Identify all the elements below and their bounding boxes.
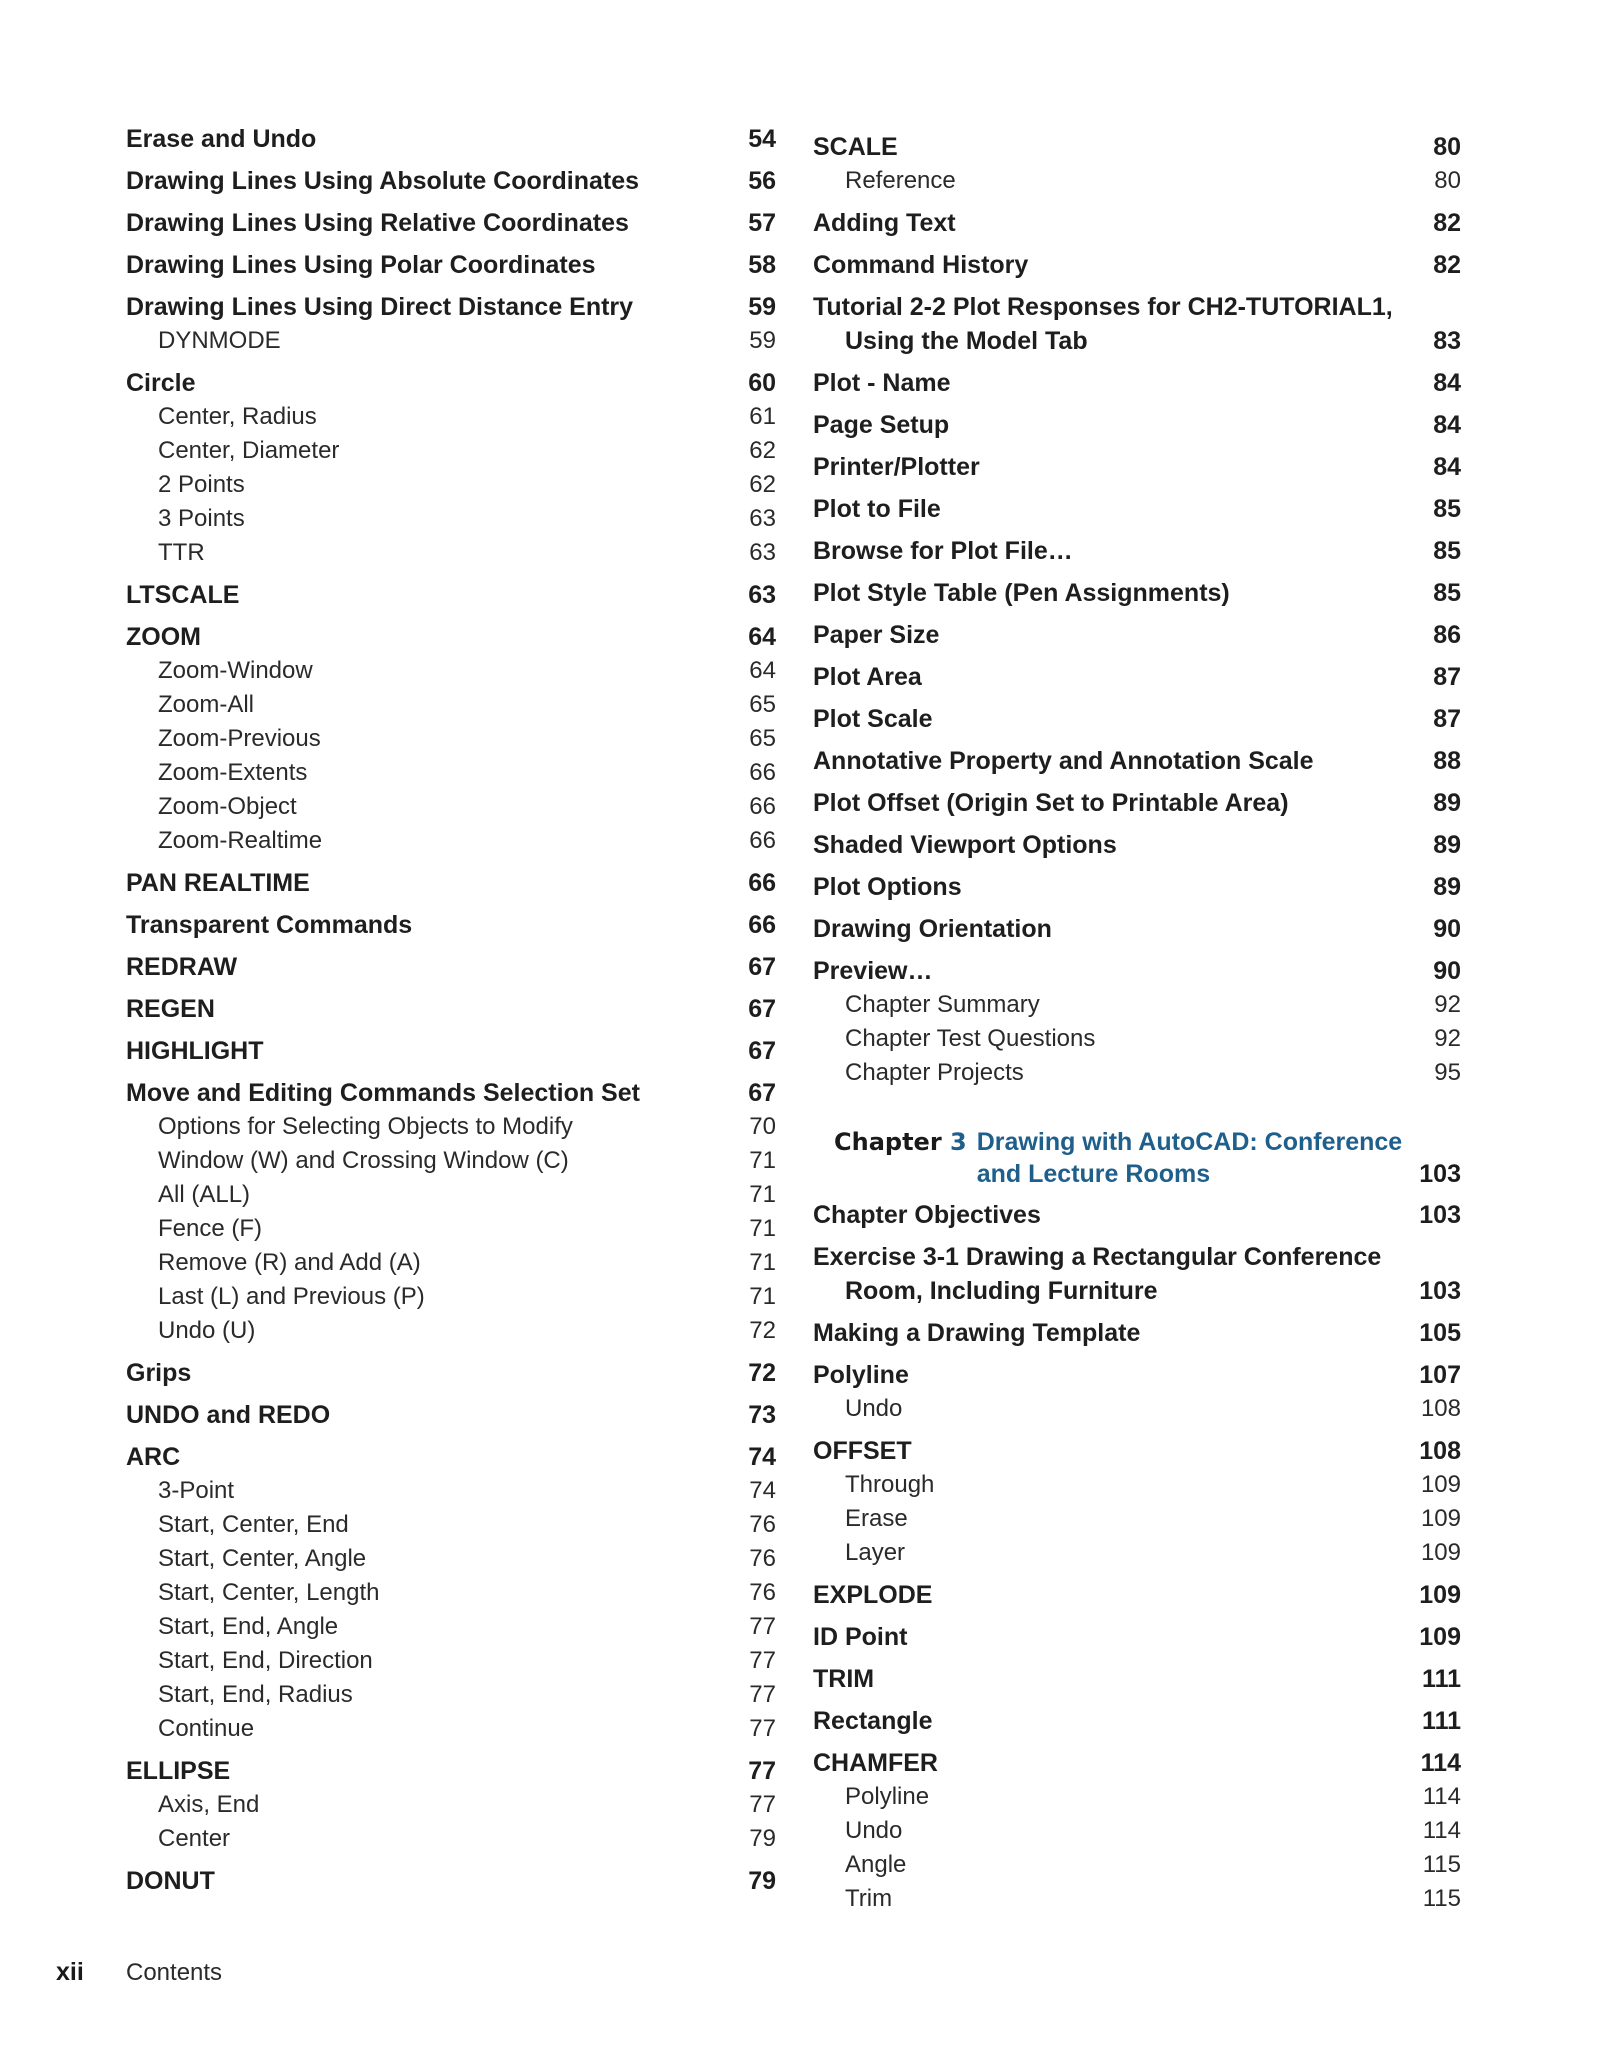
toc-subentry[interactable] [126, 1314, 776, 1348]
toc-entry-title: TTR [158, 539, 205, 566]
toc-entry[interactable] [813, 1620, 1461, 1654]
toc-entry-title: Move and Editing Commands Selection Set [126, 1079, 640, 1107]
toc-entry-title: Last (L) and Previous (P) [158, 1283, 425, 1310]
toc-page-number: 72 [748, 1359, 776, 1387]
toc-page-number: 79 [748, 1867, 776, 1895]
toc-entry-title: Making a Drawing Template [813, 1319, 1141, 1347]
toc-subentry[interactable] [126, 756, 776, 790]
toc-page-number: 89 [1433, 789, 1461, 817]
toc-entry-title: Start, Center, End [158, 1511, 349, 1538]
chapter-number: 3 [950, 1128, 967, 1156]
toc-page-number: 77 [749, 1613, 776, 1640]
toc-subentry[interactable] [126, 1178, 776, 1212]
toc-subentry[interactable] [126, 1246, 776, 1280]
toc-entry-title: Plot to File [813, 495, 941, 523]
toc-entry[interactable] [813, 366, 1461, 400]
toc-entry-title: Fence (F) [158, 1215, 263, 1242]
toc-subentry[interactable] [126, 1144, 776, 1178]
toc-entry-title: Zoom-Extents [158, 759, 308, 786]
toc-page-number: 107 [1419, 1361, 1461, 1389]
toc-entry[interactable] [813, 450, 1461, 484]
toc-page-number: 77 [749, 1681, 776, 1708]
toc-page-number: 111 [1422, 1707, 1461, 1735]
toc-entry-title: Zoom-Object [158, 793, 297, 820]
toc-entry-title: Options for Selecting Objects to Modify [158, 1113, 573, 1140]
toc-entry-title: Zoom-Previous [158, 725, 321, 752]
toc-subentry[interactable] [126, 536, 776, 570]
toc-subentry[interactable] [126, 1280, 776, 1314]
toc-page-number: 111 [1422, 1665, 1461, 1693]
toc-entry-title: Drawing Lines Using Polar Coordinates [126, 251, 596, 279]
chapter-title: Drawing with AutoCAD: Conference and Lecture Rooms [976, 1128, 1403, 1188]
toc-page-number: 66 [748, 869, 776, 897]
toc-entry-title: PAN REALTIME [126, 869, 310, 897]
chapter-label-word: Chapter [834, 1128, 942, 1156]
toc-entry[interactable] [813, 290, 1461, 358]
toc-entry-title: Continue [158, 1715, 255, 1742]
chapter-heading-title-group [813, 1126, 1402, 1190]
toc-page-number: 109 [1420, 1505, 1461, 1532]
toc-entry-title: Transparent Commands [126, 911, 413, 939]
toc-entry-title: Start, Center, Length [158, 1579, 380, 1606]
toc-left-column [126, 122, 776, 1898]
toc-entry[interactable] [126, 992, 776, 1026]
toc-right-column [813, 122, 1461, 1916]
toc-entry-title: Polyline [813, 1361, 909, 1389]
toc-subentry[interactable] [126, 1542, 776, 1576]
toc-page-number: 80 [1433, 133, 1461, 161]
toc-entry[interactable] [126, 206, 776, 240]
toc-entry-title: REGEN [126, 995, 215, 1023]
toc-entry-title: Plot Scale [813, 705, 933, 733]
toc-subentry[interactable] [126, 654, 776, 688]
toc-entry[interactable] [126, 1398, 776, 1432]
toc-entry-title: Page Setup [813, 411, 950, 439]
toc-page-number: 66 [749, 759, 776, 786]
toc-entry-title: Remove (R) and Add (A) [158, 1249, 421, 1276]
chapter-label [834, 1126, 967, 1190]
toc-page-number: 105 [1419, 1319, 1461, 1347]
toc-subentry[interactable] [813, 1468, 1461, 1502]
toc-page-number: 62 [749, 471, 776, 498]
toc-page-number: 77 [749, 1647, 776, 1674]
toc-entry-title: Shaded Viewport Options [813, 831, 1117, 859]
toc-entry-title: Through [845, 1471, 935, 1498]
toc-entry[interactable] [126, 950, 776, 984]
toc-subentry[interactable] [126, 790, 776, 824]
toc-page-number: 87 [1433, 663, 1461, 691]
chapter-heading[interactable] [813, 1126, 1461, 1190]
toc-entry-title: Rectangle [813, 1707, 933, 1735]
toc-entry-title: Center, Diameter [158, 437, 340, 464]
toc-page-number: 58 [748, 251, 776, 279]
toc-entry-title: Annotative Property and Annotation Scale [813, 747, 1314, 775]
toc-page-number: 114 [1420, 1749, 1461, 1777]
toc-entry[interactable] [126, 164, 776, 198]
toc-subentry[interactable] [126, 468, 776, 502]
page-folio: xii [56, 1958, 84, 1986]
toc-page-number: 90 [1433, 957, 1461, 985]
toc-entry-title: Chapter Projects [845, 1059, 1024, 1086]
toc-page-number: 63 [749, 539, 776, 566]
toc-entry[interactable] [126, 248, 776, 282]
toc-entry[interactable] [813, 1662, 1461, 1696]
toc-entry-title: Drawing Lines Using Direct Distance Entry [126, 293, 634, 321]
toc-page-number: 87 [1433, 705, 1461, 733]
toc-page-number: 64 [749, 657, 776, 684]
toc-page-number: 79 [749, 1825, 776, 1852]
toc-entry-title: Start, Center, Angle [158, 1545, 367, 1572]
toc-entry[interactable] [813, 1434, 1461, 1468]
toc-page-number: 90 [1433, 915, 1461, 943]
toc-subentry[interactable] [126, 1576, 776, 1610]
toc-entry[interactable] [813, 828, 1461, 862]
toc-subentry[interactable] [126, 1788, 776, 1822]
toc-entry-title: Start, End, Radius [158, 1681, 353, 1708]
toc-entry-title: Undo [845, 1395, 903, 1422]
toc-entry-title: Center [158, 1825, 231, 1852]
toc-page-number: 66 [749, 827, 776, 854]
toc-page-number: 67 [748, 953, 776, 981]
toc-page-number: 76 [749, 1511, 776, 1538]
toc-page-number: 115 [1422, 1885, 1461, 1912]
toc-entry[interactable] [813, 912, 1461, 946]
toc-entry-title: Center, Radius [158, 403, 317, 430]
toc-page-number: 65 [749, 725, 776, 752]
toc-page-number: 85 [1433, 495, 1461, 523]
toc-page-number: 72 [749, 1317, 776, 1344]
toc-page-number: 61 [749, 403, 776, 430]
toc-entry-title: Preview… [813, 957, 933, 985]
toc-entry[interactable] [126, 620, 776, 654]
toc-page-number: 85 [1433, 537, 1461, 565]
toc-entry-title: All (ALL) [158, 1181, 251, 1208]
toc-entry-title: Plot Style Table (Pen Assignments) [813, 579, 1230, 607]
toc-entry-title: Drawing Lines Using Absolute Coordinates [126, 167, 640, 195]
toc-subentry[interactable] [813, 1814, 1461, 1848]
toc-entry[interactable] [126, 1864, 776, 1898]
toc-entry[interactable] [126, 1356, 776, 1390]
toc-page-number: 77 [749, 1791, 776, 1818]
toc-page-number: 71 [749, 1181, 776, 1208]
toc-entry-title: Layer [845, 1539, 906, 1566]
toc-page-number: 77 [748, 1757, 776, 1785]
toc-entry-title: Zoom-Realtime [158, 827, 323, 854]
toc-entry[interactable] [813, 1316, 1461, 1350]
toc-entry[interactable] [126, 366, 776, 400]
toc-entry-title: Start, End, Angle [158, 1613, 339, 1640]
running-head: Contents [126, 1959, 223, 1986]
toc-entry[interactable] [813, 576, 1461, 610]
toc-page-number: 66 [749, 793, 776, 820]
toc-entry[interactable] [813, 618, 1461, 652]
toc-entry-title: Plot Options [813, 873, 962, 901]
toc-entry[interactable] [813, 1578, 1461, 1612]
toc-entry-title: Drawing Orientation [813, 915, 1052, 943]
toc-entry[interactable] [813, 1240, 1461, 1308]
toc-subentry[interactable] [126, 722, 776, 756]
toc-entry-title: Polyline [845, 1783, 930, 1810]
toc-page-number: 80 [1434, 167, 1461, 194]
toc-page-number: 59 [749, 327, 776, 354]
toc-page-number: 84 [1433, 411, 1461, 439]
toc-page-number: 74 [749, 1477, 776, 1504]
toc-page-number: 71 [749, 1249, 776, 1276]
toc-subentry[interactable] [813, 1502, 1461, 1536]
toc-page-number: 64 [748, 623, 776, 651]
toc-entry-title: Drawing Lines Using Relative Coordinates [126, 209, 629, 237]
toc-page-number: 84 [1433, 453, 1461, 481]
toc-page-number: 114 [1422, 1783, 1461, 1810]
toc-page-number: 71 [749, 1215, 776, 1242]
toc-subentry[interactable] [813, 1882, 1461, 1916]
toc-entry[interactable] [126, 1440, 776, 1474]
toc-entry[interactable] [813, 744, 1461, 778]
toc-page-number: 66 [748, 911, 776, 939]
toc-entry-title: Circle [126, 369, 196, 397]
toc-subentry[interactable] [126, 1644, 776, 1678]
toc-entry-title: ZOOM [126, 623, 201, 651]
toc-entry[interactable] [813, 206, 1461, 240]
toc-entry-title: Trim [845, 1885, 893, 1912]
toc-page-number: 63 [748, 581, 776, 609]
toc-entry-title: ELLIPSE [126, 1757, 231, 1785]
toc-subentry[interactable] [813, 1536, 1461, 1570]
toc-subentry[interactable] [126, 1610, 776, 1644]
toc-page-number: 74 [748, 1443, 776, 1471]
toc-entry-title: Chapter Objectives [813, 1201, 1041, 1229]
toc-entry-title: Chapter Summary [845, 991, 1040, 1018]
toc-entry-title: Paper Size [813, 621, 940, 649]
toc-entry-title: Zoom-All [158, 691, 255, 718]
toc-entry[interactable] [813, 534, 1461, 568]
toc-subentry[interactable] [126, 400, 776, 434]
toc-entry-title: Plot - Name [813, 369, 951, 397]
toc-page-number: 63 [749, 505, 776, 532]
toc-entry[interactable] [813, 870, 1461, 904]
toc-entry[interactable] [813, 786, 1461, 820]
toc-entry-title: Plot Area [813, 663, 922, 691]
toc-entry[interactable] [813, 1746, 1461, 1780]
toc-subentry[interactable] [813, 1056, 1461, 1090]
toc-subentry[interactable] [126, 1508, 776, 1542]
toc-entry[interactable] [126, 290, 776, 324]
toc-entry-title: REDRAW [126, 953, 238, 981]
toc-entry-title: DONUT [126, 1867, 215, 1895]
toc-subentry[interactable] [813, 1780, 1461, 1814]
toc-entry-title: Grips [126, 1359, 192, 1387]
toc-entry-title: 3 Points [158, 505, 245, 532]
toc-page-number: 76 [749, 1545, 776, 1572]
toc-entry-title: TRIM [813, 1665, 875, 1693]
toc-right-top-group [813, 130, 1461, 1090]
toc-entry-title: Axis, End [158, 1791, 260, 1818]
toc-page-number: 85 [1433, 579, 1461, 607]
toc-page-number: 60 [748, 369, 776, 397]
toc-page-number: 88 [1433, 747, 1461, 775]
toc-page-number: 89 [1433, 873, 1461, 901]
toc-entry-title: ARC [126, 1443, 181, 1471]
toc-entry[interactable] [126, 1076, 776, 1110]
toc-page-number: 82 [1433, 251, 1461, 279]
toc-page-number: 83 [1433, 327, 1461, 355]
toc-page-number: 77 [749, 1715, 776, 1742]
toc-page-number: 103 [1419, 1201, 1461, 1229]
page-footer [56, 1958, 222, 1987]
toc-page-number: 84 [1433, 369, 1461, 397]
toc-page-number: 95 [1434, 1059, 1461, 1086]
toc-subentry[interactable] [126, 324, 776, 358]
toc-entry[interactable] [126, 866, 776, 900]
toc-page-number: 76 [749, 1579, 776, 1606]
toc-right-bottom-group [813, 1198, 1461, 1916]
toc-entry-title: Start, End, Direction [158, 1647, 373, 1674]
toc-entry[interactable] [126, 1754, 776, 1788]
toc-entry-title: HIGHLIGHT [126, 1037, 264, 1065]
toc-page-number: 108 [1420, 1395, 1461, 1422]
toc-page-number: 89 [1433, 831, 1461, 859]
toc-subentry[interactable] [126, 1678, 776, 1712]
toc-page-number: 65 [749, 691, 776, 718]
toc-entry-title: Plot Offset (Origin Set to Printable Area) [813, 789, 1289, 817]
toc-page-number: 86 [1433, 621, 1461, 649]
toc-entry-title: Angle [845, 1851, 907, 1878]
toc-entry-title: CHAMFER [813, 1749, 938, 1777]
toc-entry[interactable] [813, 702, 1461, 736]
toc-subentry[interactable] [126, 502, 776, 536]
toc-page-number: 109 [1419, 1581, 1461, 1609]
toc-entry-title: Tutorial 2-2 Plot Responses for CH2-TUTORIAL1, Using the Model Tab [813, 293, 1393, 355]
toc-entry-title: DYNMODE [158, 327, 281, 354]
toc-subentry[interactable] [126, 1712, 776, 1746]
toc-entry[interactable] [126, 578, 776, 612]
toc-entry-title: LTSCALE [126, 581, 240, 609]
toc-entry[interactable] [813, 1198, 1461, 1232]
toc-page-number: 56 [748, 167, 776, 195]
toc-subentry[interactable] [126, 824, 776, 858]
toc-subentry[interactable] [126, 434, 776, 468]
toc-subentry[interactable] [126, 1474, 776, 1508]
toc-page-number: 62 [749, 437, 776, 464]
toc-page-number: 67 [748, 995, 776, 1023]
toc-entry-title: EXPLODE [813, 1581, 933, 1609]
toc-page-number: 71 [749, 1147, 776, 1174]
toc-entry-title: Undo [845, 1817, 903, 1844]
toc-entry-title: Undo (U) [158, 1317, 256, 1344]
toc-subentry[interactable] [813, 164, 1461, 198]
toc-entry-title: Printer/Plotter [813, 453, 980, 481]
toc-entry-title: 3-Point [158, 1477, 235, 1504]
toc-page-number: 108 [1419, 1437, 1461, 1465]
toc-entry-title: Exercise 3-1 Drawing a Rectangular Conference Room, Including Furniture [813, 1243, 1382, 1305]
toc-entry[interactable] [813, 492, 1461, 526]
toc-page-number: 92 [1434, 1025, 1461, 1052]
toc-page-number: 82 [1433, 209, 1461, 237]
toc-entry-title: Adding Text [813, 209, 956, 237]
toc-entry[interactable] [126, 122, 776, 156]
toc-entry-title: Reference [845, 167, 956, 194]
toc-entry-title: UNDO and REDO [126, 1401, 331, 1429]
toc-entry-title: Window (W) and Crossing Window (C) [158, 1147, 569, 1174]
toc-subentry[interactable] [813, 1392, 1461, 1426]
toc-subentry[interactable] [813, 988, 1461, 1022]
toc-subentry[interactable] [813, 1848, 1461, 1882]
toc-page-number: 67 [748, 1079, 776, 1107]
toc-page-number: 109 [1420, 1471, 1461, 1498]
toc-page-number: 71 [749, 1283, 776, 1310]
toc-entry[interactable] [813, 248, 1461, 282]
toc-entry-title: SCALE [813, 133, 898, 161]
toc-page-number: 57 [748, 209, 776, 237]
toc-page-number: 59 [748, 293, 776, 321]
toc-page-number: 70 [749, 1113, 776, 1140]
toc-subentry[interactable] [126, 1212, 776, 1246]
toc-subentry[interactable] [813, 1022, 1461, 1056]
toc-page-number: 54 [748, 125, 776, 153]
toc-subentry[interactable] [126, 688, 776, 722]
toc-entry-title: Zoom-Window [158, 657, 313, 684]
toc-entry[interactable] [126, 1034, 776, 1068]
toc-page-number: 103 [1419, 1277, 1461, 1305]
toc-entry-title: Chapter Test Questions [845, 1025, 1096, 1052]
toc-entry[interactable] [813, 408, 1461, 442]
toc-subentry[interactable] [126, 1822, 776, 1856]
toc-entry-title: Command History [813, 251, 1029, 279]
toc-entry[interactable] [813, 954, 1461, 988]
toc-entry[interactable] [126, 908, 776, 942]
toc-entry[interactable] [813, 130, 1461, 164]
toc-entry-title: Erase and Undo [126, 125, 317, 153]
toc-entry-title: Browse for Plot File… [813, 537, 1073, 565]
toc-entry[interactable] [813, 660, 1461, 694]
toc-page-number: 109 [1420, 1539, 1461, 1566]
toc-page-number: 109 [1419, 1623, 1461, 1651]
toc-entry-title: OFFSET [813, 1437, 912, 1465]
toc-page-number: 73 [748, 1401, 776, 1429]
toc-subentry[interactable] [126, 1110, 776, 1144]
toc-entry-title: Erase [845, 1505, 908, 1532]
toc-page-number: 92 [1434, 991, 1461, 1018]
toc-entry[interactable] [813, 1704, 1461, 1738]
toc-entry[interactable] [813, 1358, 1461, 1392]
chapter-page-number: 103 [1419, 1160, 1461, 1188]
toc-page-number: 115 [1422, 1851, 1461, 1878]
toc-page-number: 67 [748, 1037, 776, 1065]
toc-entry-title: 2 Points [158, 471, 245, 498]
toc-page-number: 114 [1422, 1817, 1461, 1844]
toc-entry-title: ID Point [813, 1623, 908, 1651]
